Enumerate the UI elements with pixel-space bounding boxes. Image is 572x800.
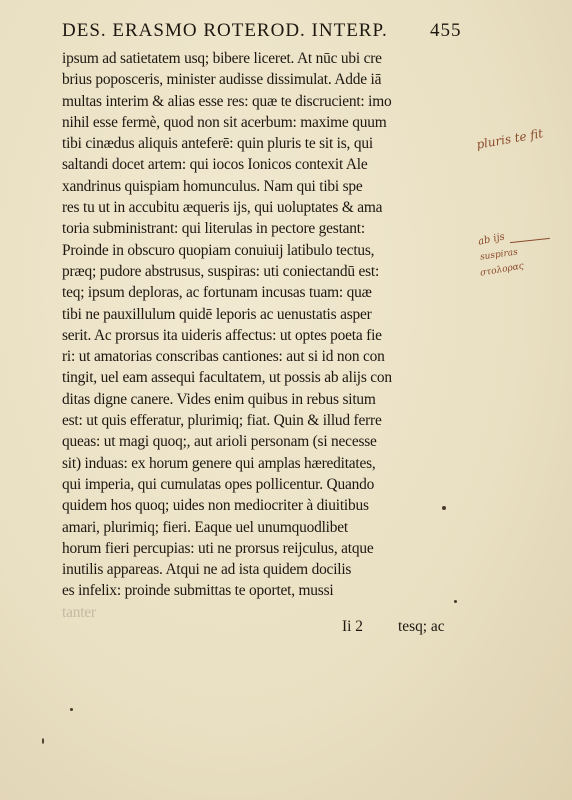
text-line: ipsum ad satietatem usq; bibere liceret. At nūc ubi cre xyxy=(62,50,382,67)
text-line: ditas digne canere. Vides enim quibus in rebus situm xyxy=(62,390,376,408)
text-line: ri: ut amatorias conscribas cantiones: aut si id non con xyxy=(62,348,385,366)
text-line: sit) induas: ex horum genere qui amplas hæreditates, xyxy=(62,454,376,472)
text-line: es infelix: proinde submittas te oportet, mussi xyxy=(62,582,334,600)
text-line: nihil esse fermè, quod non sit acerbum: maxime quum xyxy=(62,113,387,131)
text-line: brius poposceris, minister audisse dissimulat. Adde iā xyxy=(62,71,382,89)
text-line: præq; pudore abstrusus, suspiras: uti coniectandū est: xyxy=(62,262,380,280)
text-line: quidem hos quoq; uides non mediocriter à diuitibus xyxy=(62,497,369,515)
text-line: toria subministrant: qui literulas in pectore gestant: xyxy=(62,220,365,238)
text-line: amari, plurimiq; fieri. Eaque uel unumquodlibet xyxy=(62,518,348,536)
text-line: tibi cinædus aliquis anteferē: quin pluris te sit is, qui xyxy=(62,135,373,153)
text-line: queas: ut magi quoq;, aut arioli personam (si necesse xyxy=(62,433,377,451)
text-line: res tu ut in accubitu æqueris ijs, qui uoluptates & ama xyxy=(62,199,383,217)
text-line: est: ut quis efferatur, plurimiq; fiat. Quin & illud ferre xyxy=(62,412,382,430)
signature-mark: Ii 2 xyxy=(342,618,363,635)
page-footer xyxy=(62,618,462,640)
catchword: tesq; ac xyxy=(398,618,445,635)
text-line: tingit, uel eam assequi facultatem, ut possis ab alijs con xyxy=(62,369,392,387)
body-text xyxy=(62,48,462,623)
header-title: DES. ERASMO ROTEROD. INTERP. xyxy=(62,20,388,41)
text-line: horum fieri percupias: uti ne prorsus reijculus, atque xyxy=(62,539,374,557)
ink-spot xyxy=(70,708,73,711)
text-line: qui imperia, qui cumulatas opes pollicentur. Quando xyxy=(62,475,375,493)
text-line: tibi ne pauxillulum quidē leporis ac uenustatis asper xyxy=(62,305,372,323)
marginal-note: pluris te fit xyxy=(475,126,545,152)
marginal-note: suspiras xyxy=(479,247,519,263)
marginal-note: στολορας xyxy=(479,261,525,279)
marginal-flourish xyxy=(510,238,550,244)
text-line: multas interim & alias esse res: quæ te discrucient: imo xyxy=(62,92,392,110)
ink-spot xyxy=(454,600,457,603)
ink-spot xyxy=(42,738,44,744)
faded-text-line: tanter xyxy=(62,603,96,621)
text-line: inutilis appareas. Atqui ne ad ista quidem docilis xyxy=(62,561,352,579)
text-line: saltandi docet artem: qui iocos Ionicos contexit Ale xyxy=(62,156,368,174)
ink-spot xyxy=(442,506,446,510)
running-header xyxy=(62,20,462,44)
text-line: Proinde in obscuro quopiam conuiuij latibulo tectus, xyxy=(62,241,375,259)
text-line: serit. Ac prorsus ita uideris affectus: ut optes poeta fie xyxy=(62,326,382,344)
marginal-note: ab ijs xyxy=(477,231,506,248)
page-number: 455 xyxy=(430,20,462,41)
text-line: xandrinus quispiam homunculus. Nam qui tibi spe xyxy=(62,177,363,195)
text-line: teq; ipsum deploras, ac fortunam incusas tuam: quæ xyxy=(62,284,372,302)
